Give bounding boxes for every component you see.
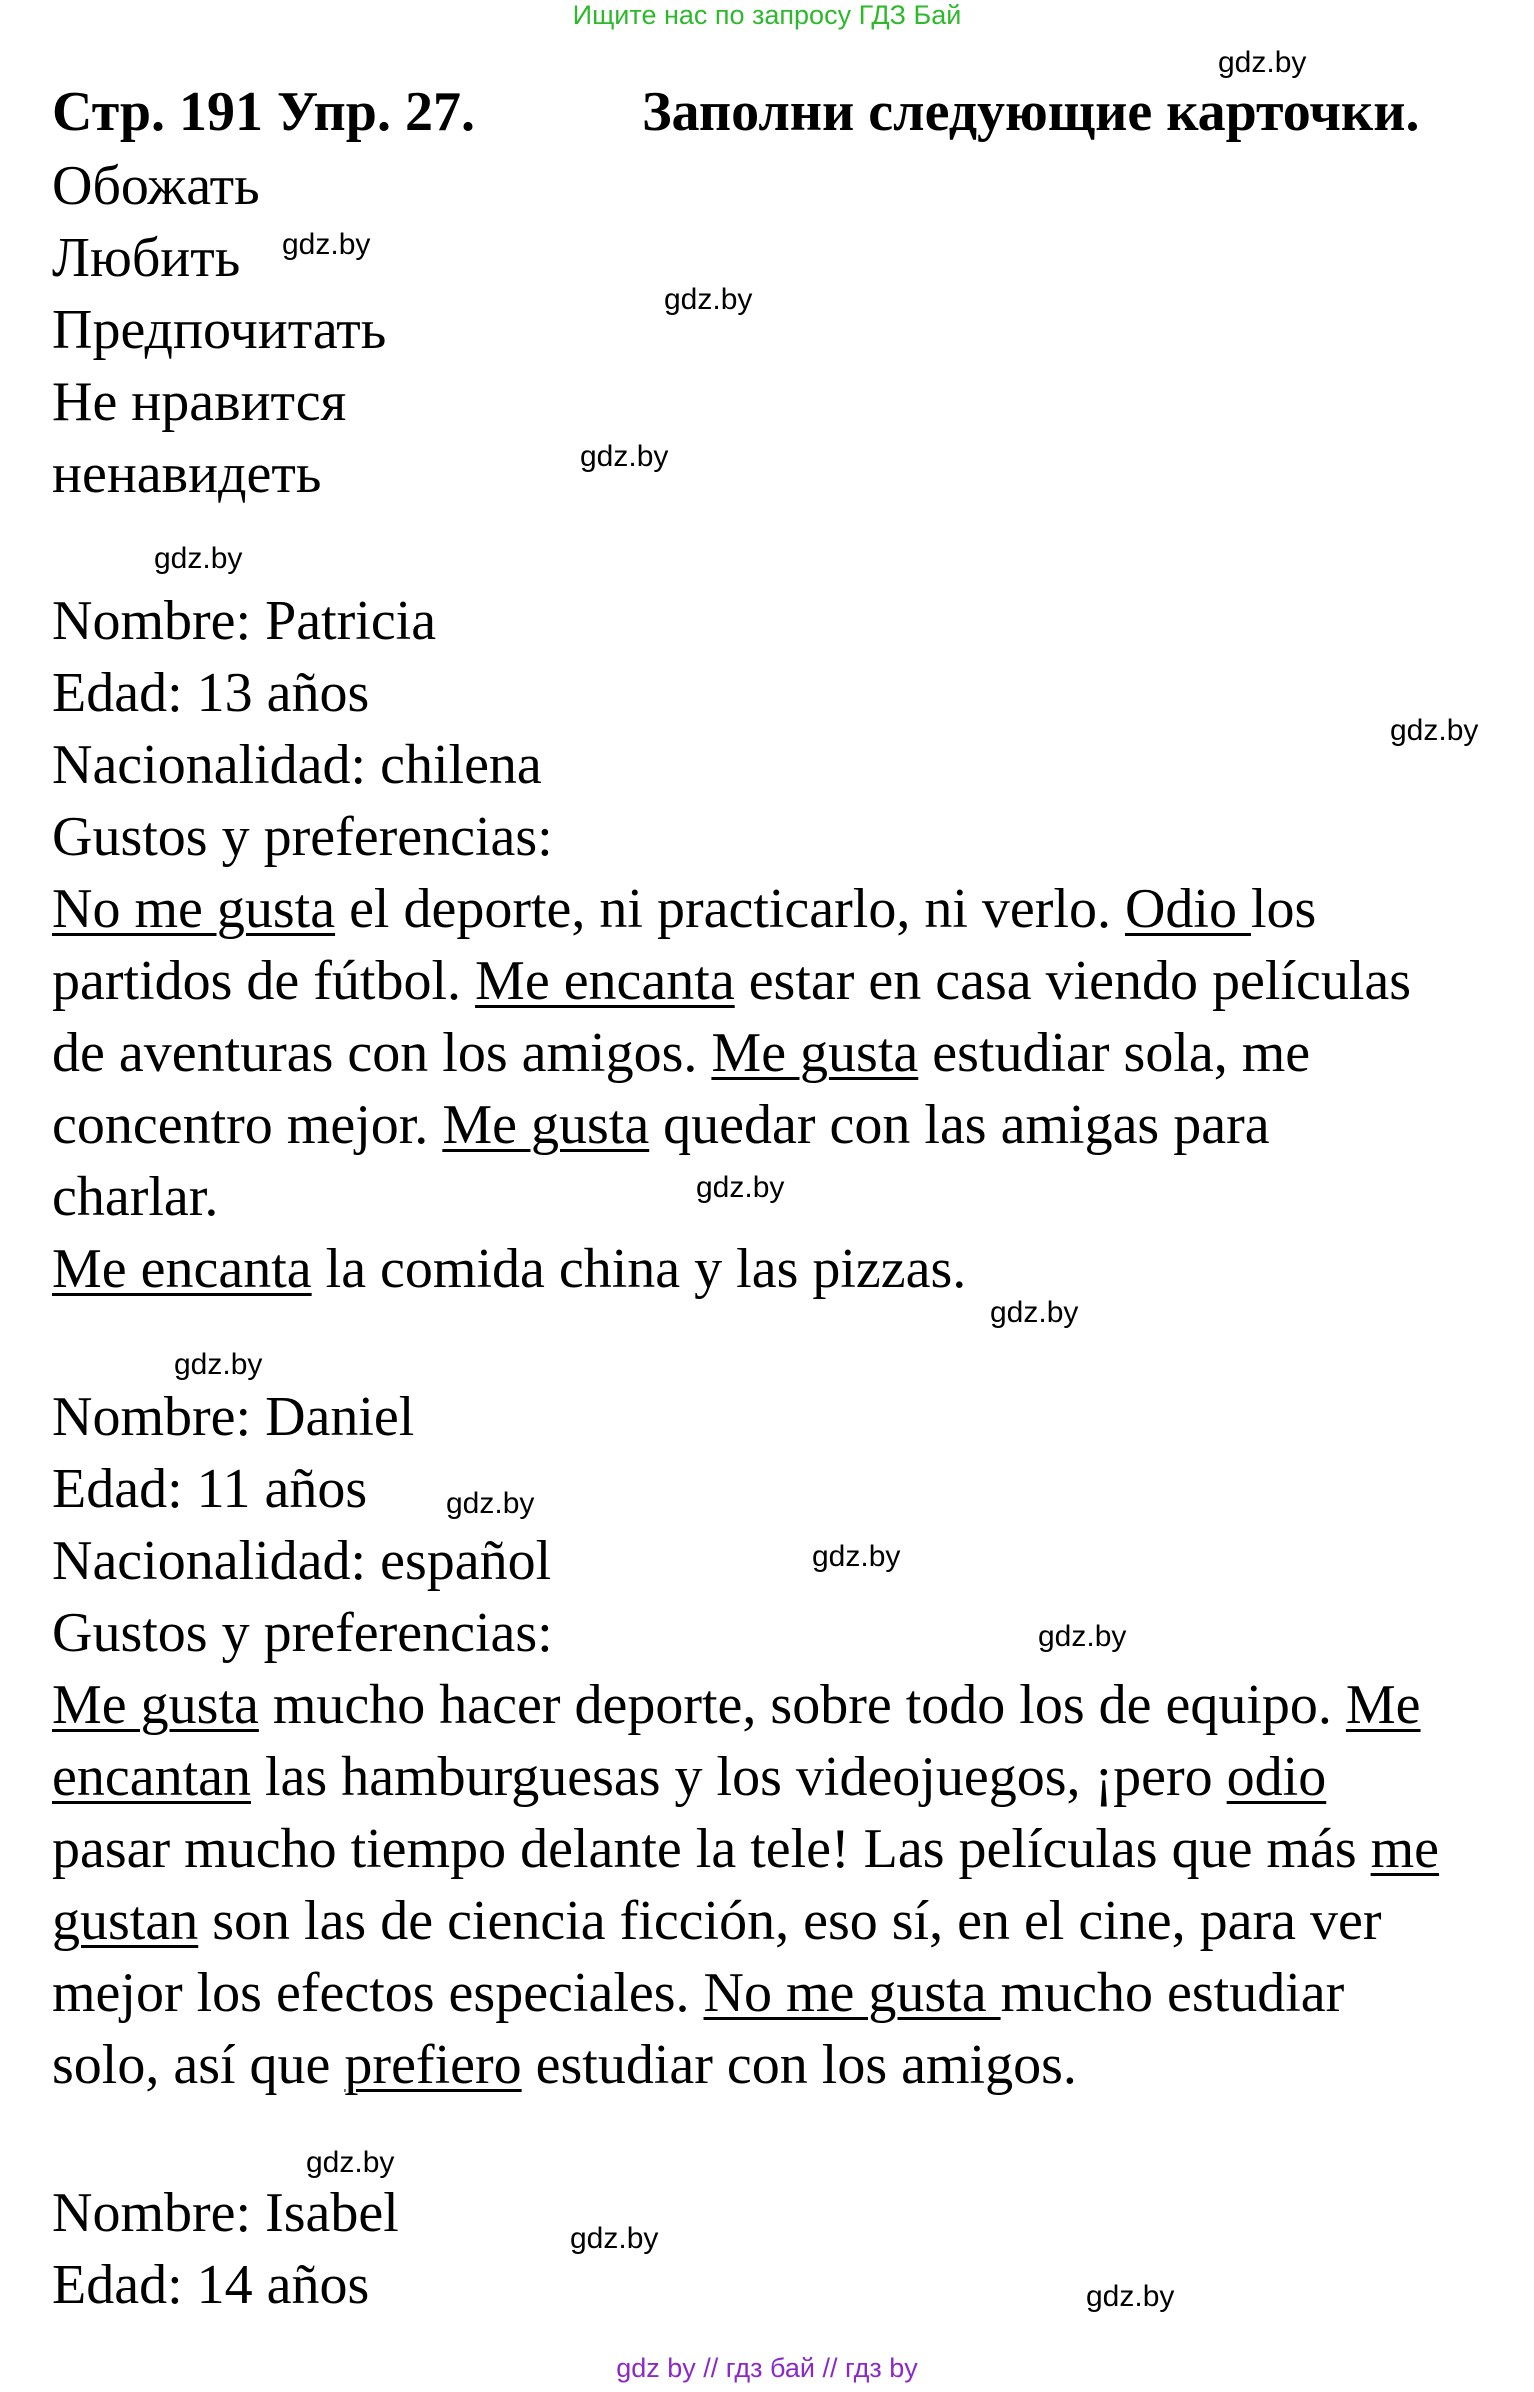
underlined-phrase: prefiero bbox=[344, 2034, 522, 2096]
text-run: el deporte, ni practicarlo, ni verlo. bbox=[335, 878, 1125, 940]
text-run: quedar con las amigas para bbox=[649, 1094, 1270, 1156]
watermark: gdz.by bbox=[990, 1296, 1079, 1329]
preference-line bbox=[52, 1238, 967, 1300]
card-nationality: Nacionalidad: español bbox=[52, 1530, 552, 1592]
verb-item: Предпочитать bbox=[52, 299, 387, 361]
card-name: Nombre: Isabel bbox=[52, 2182, 399, 2244]
underlined-phrase: Me encanta bbox=[52, 1238, 312, 1300]
underlined-phrase: Me gusta bbox=[711, 1022, 919, 1084]
text-run: mucho hacer deporte, sobre todo los de equipo. bbox=[258, 1674, 1346, 1736]
underlined-phrase: No me gusta bbox=[52, 878, 336, 940]
card-age: Edad: 11 años bbox=[52, 1458, 368, 1520]
card-preferences-title: Gustos y preferencias: bbox=[52, 1602, 553, 1664]
underlined-phrase: encantan bbox=[52, 1746, 251, 1808]
watermark: gdz.by bbox=[446, 1487, 535, 1520]
text-run: pasar mucho tiempo delante la tele! Las películas que más bbox=[52, 1818, 1371, 1880]
underlined-phrase: Me bbox=[1345, 1674, 1421, 1736]
card-name: Nombre: Patricia bbox=[52, 590, 437, 652]
text-run: solo, así que bbox=[52, 2034, 345, 2096]
verb-item: Не нравится bbox=[52, 371, 347, 433]
exercise-title: Заполни следующие карточки. bbox=[642, 81, 1420, 143]
preference-line bbox=[52, 1022, 1311, 1084]
underlined-phrase: Me gusta bbox=[442, 1094, 650, 1156]
watermark: gdz.by bbox=[1218, 46, 1307, 79]
watermark: gdz.by bbox=[664, 283, 753, 316]
underlined-phrase: Odio bbox=[1124, 878, 1251, 940]
text-run: son las de ciencia ficción, eso sí, en el cine, para ver bbox=[198, 1890, 1382, 1952]
underlined-phrase: me bbox=[1370, 1818, 1440, 1880]
card-age: Edad: 14 años bbox=[52, 2254, 370, 2316]
preference-line bbox=[52, 1674, 1421, 1736]
text-run: estudiar con los amigos. bbox=[521, 2034, 1077, 2096]
text-run: la comida china y las pizzas. bbox=[311, 1238, 967, 1300]
underlined-phrase: gustan bbox=[52, 1890, 199, 1952]
verb-item: Любить bbox=[52, 227, 241, 289]
watermark: gdz.by bbox=[174, 1348, 263, 1381]
text-run: partidos de fútbol. bbox=[52, 950, 476, 1012]
watermark: gdz.by bbox=[570, 2222, 659, 2255]
card-age: Edad: 13 años bbox=[52, 662, 370, 724]
preference-line bbox=[52, 878, 1317, 940]
watermark: gdz.by bbox=[154, 542, 243, 575]
watermark: gdz.by bbox=[1038, 1620, 1127, 1653]
footer-links: gdz by // гдз бай // гдз by bbox=[616, 2353, 918, 2383]
watermark: gdz.by bbox=[1390, 714, 1479, 747]
watermark: gdz.by bbox=[696, 1171, 785, 1204]
text-run: estar en casa viendo películas bbox=[734, 950, 1412, 1012]
search-banner: Ищите нас по запросу ГДЗ Бай bbox=[572, 0, 962, 30]
preference-line bbox=[52, 1890, 1382, 1952]
watermark: gdz.by bbox=[1086, 2280, 1175, 2313]
verb-item: Обожать bbox=[52, 155, 260, 217]
watermark: gdz.by bbox=[306, 2146, 395, 2179]
card-name: Nombre: Daniel bbox=[52, 1386, 415, 1448]
underlined-phrase: Me gusta bbox=[52, 1674, 259, 1736]
card-nationality: Nacionalidad: chilena bbox=[52, 734, 542, 796]
preference-line bbox=[52, 1818, 1440, 1880]
text-run: charlar. bbox=[52, 1166, 219, 1228]
underlined-phrase: No me gusta bbox=[703, 1962, 1001, 2024]
verb-item: ненавидеть bbox=[52, 443, 322, 505]
card-preferences-title: Gustos y preferencias: bbox=[52, 806, 553, 868]
text-run: concentro mejor. bbox=[52, 1094, 443, 1156]
underlined-phrase: odio bbox=[1226, 1746, 1327, 1808]
text-run: mucho estudiar bbox=[1000, 1962, 1345, 2024]
preference-line bbox=[52, 1746, 1327, 1808]
preference-line bbox=[52, 1094, 1270, 1156]
preference-line bbox=[52, 1166, 219, 1228]
preference-line bbox=[52, 2034, 1077, 2096]
exercise-reference: Стр. 191 Упр. 27. bbox=[52, 81, 475, 143]
text-run: estudiar sola, me bbox=[918, 1022, 1311, 1084]
text-run: de aventuras con los amigos. bbox=[52, 1022, 712, 1084]
text-run: los bbox=[1250, 878, 1317, 940]
text-run: mejor los efectos especiales. bbox=[52, 1962, 704, 2024]
underlined-phrase: Me encanta bbox=[475, 950, 735, 1012]
watermark: gdz.by bbox=[282, 228, 371, 261]
watermark: gdz.by bbox=[812, 1540, 901, 1573]
watermark: gdz.by bbox=[580, 440, 669, 473]
text-run: las hamburguesas y los videojuegos, ¡pero bbox=[250, 1746, 1227, 1808]
preference-line bbox=[52, 1962, 1345, 2024]
preference-line bbox=[52, 950, 1412, 1012]
